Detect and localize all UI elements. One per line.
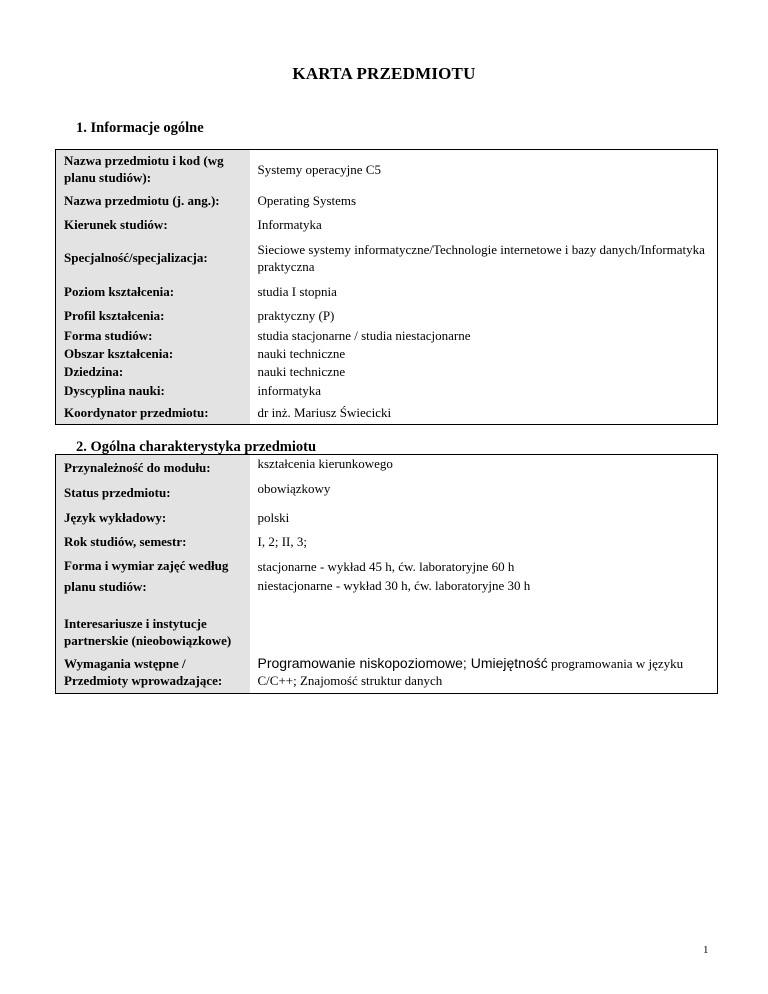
row-value: [250, 652, 718, 694]
page-number: 1: [703, 944, 709, 956]
row-label: Dziedzina:: [56, 363, 250, 381]
row-label: Język wykładowy:: [56, 506, 250, 530]
table-row: [56, 480, 718, 506]
row-label: Wymagania wstępne / Przedmioty wprowadzające:: [56, 652, 250, 694]
table-row: [56, 381, 718, 401]
row-value: obowiązkowy: [250, 480, 718, 506]
table-row: [56, 506, 718, 530]
document-title: KARTA PRZEDMIOTU: [292, 64, 476, 83]
row-label: Specjalność/specjalizacja:: [56, 237, 250, 279]
row-value: Sieciowe systemy informatyczne/Technologie internetowe i bazy danych/Informatyka praktyczna: [250, 237, 718, 279]
row-label: Forma studiów:: [56, 326, 250, 345]
section-1-heading: 1. Informacje ogólne: [76, 120, 204, 136]
value-sans-part: Programowanie niskopoziomowe; Umiejętność: [257, 654, 548, 671]
general-info-table: [55, 149, 718, 425]
row-value: Operating Systems: [250, 189, 718, 213]
row-label: Poziom kształcenia:: [56, 279, 250, 305]
table-row: [56, 363, 718, 381]
row-label: Kierunek studiów:: [56, 213, 250, 237]
table-row: [56, 326, 718, 345]
table-row: [56, 237, 718, 279]
row-value: nauki techniczne: [250, 345, 718, 363]
table-row: [56, 305, 718, 326]
section-2-heading: 2. Ogólna charakterystyka przedmiotu: [76, 439, 317, 455]
table-row: [56, 401, 718, 425]
row-value: Informatyka: [250, 213, 718, 237]
row-value: praktyczny (P): [250, 305, 718, 326]
row-label: Przynależność do modułu:: [56, 455, 250, 480]
table-row: [56, 652, 718, 694]
row-value: studia I stopnia: [250, 279, 718, 305]
table-row: [56, 279, 718, 305]
row-label: Obszar kształcenia:: [56, 345, 250, 363]
row-label: Forma i wymiar zajęć według planu studiów:: [56, 554, 250, 598]
table-row: [56, 530, 718, 554]
coordinator-value: dr inż. Mariusz Świecicki: [250, 401, 718, 425]
row-value: I, 2; II, 3;: [250, 530, 718, 554]
table-row: [56, 554, 718, 598]
row-label: Dyscyplina nauki:: [56, 381, 250, 401]
row-value: [250, 598, 718, 652]
row-value: polski: [250, 506, 718, 530]
row-label: Nazwa przedmiotu i kod (wg planu studiów):: [56, 150, 250, 189]
table-row: [56, 345, 718, 363]
table-row: [56, 455, 718, 480]
table-row: [56, 150, 718, 189]
row-value: nauki techniczne: [250, 363, 718, 381]
row-value: [250, 554, 718, 598]
row-label: Status przedmiotu:: [56, 480, 250, 506]
value-line: niestacjonarne - wykład 30 h, ćw. laboratoryjne 30 h: [257, 577, 531, 593]
table-row: [56, 189, 718, 213]
row-label: Interesariusze i instytucje partnerskie (nieobowiązkowe): [56, 598, 250, 652]
course-name-value: Systemy operacyjne C5: [250, 150, 718, 189]
table-row: [56, 598, 718, 652]
course-characteristics-table: [55, 454, 718, 694]
row-label: Koordynator przedmiotu:: [56, 401, 250, 425]
row-value: kształcenia kierunkowego: [250, 455, 718, 480]
row-label: Nazwa przedmiotu (j. ang.):: [56, 189, 250, 213]
value-line: stacjonarne - wykład 45 h, ćw. laboratoryjne 60 h: [257, 558, 515, 574]
row-label: Profil kształcenia:: [56, 305, 250, 326]
row-value: informatyka: [250, 381, 718, 401]
row-value: studia stacjonarne / studia niestacjonarne: [250, 326, 718, 345]
table-row: [56, 213, 718, 237]
value-serif-part: programowania w języku C/C++; Znajomość struktur danych: [257, 655, 684, 688]
row-label: Rok studiów, semestr:: [56, 530, 250, 554]
